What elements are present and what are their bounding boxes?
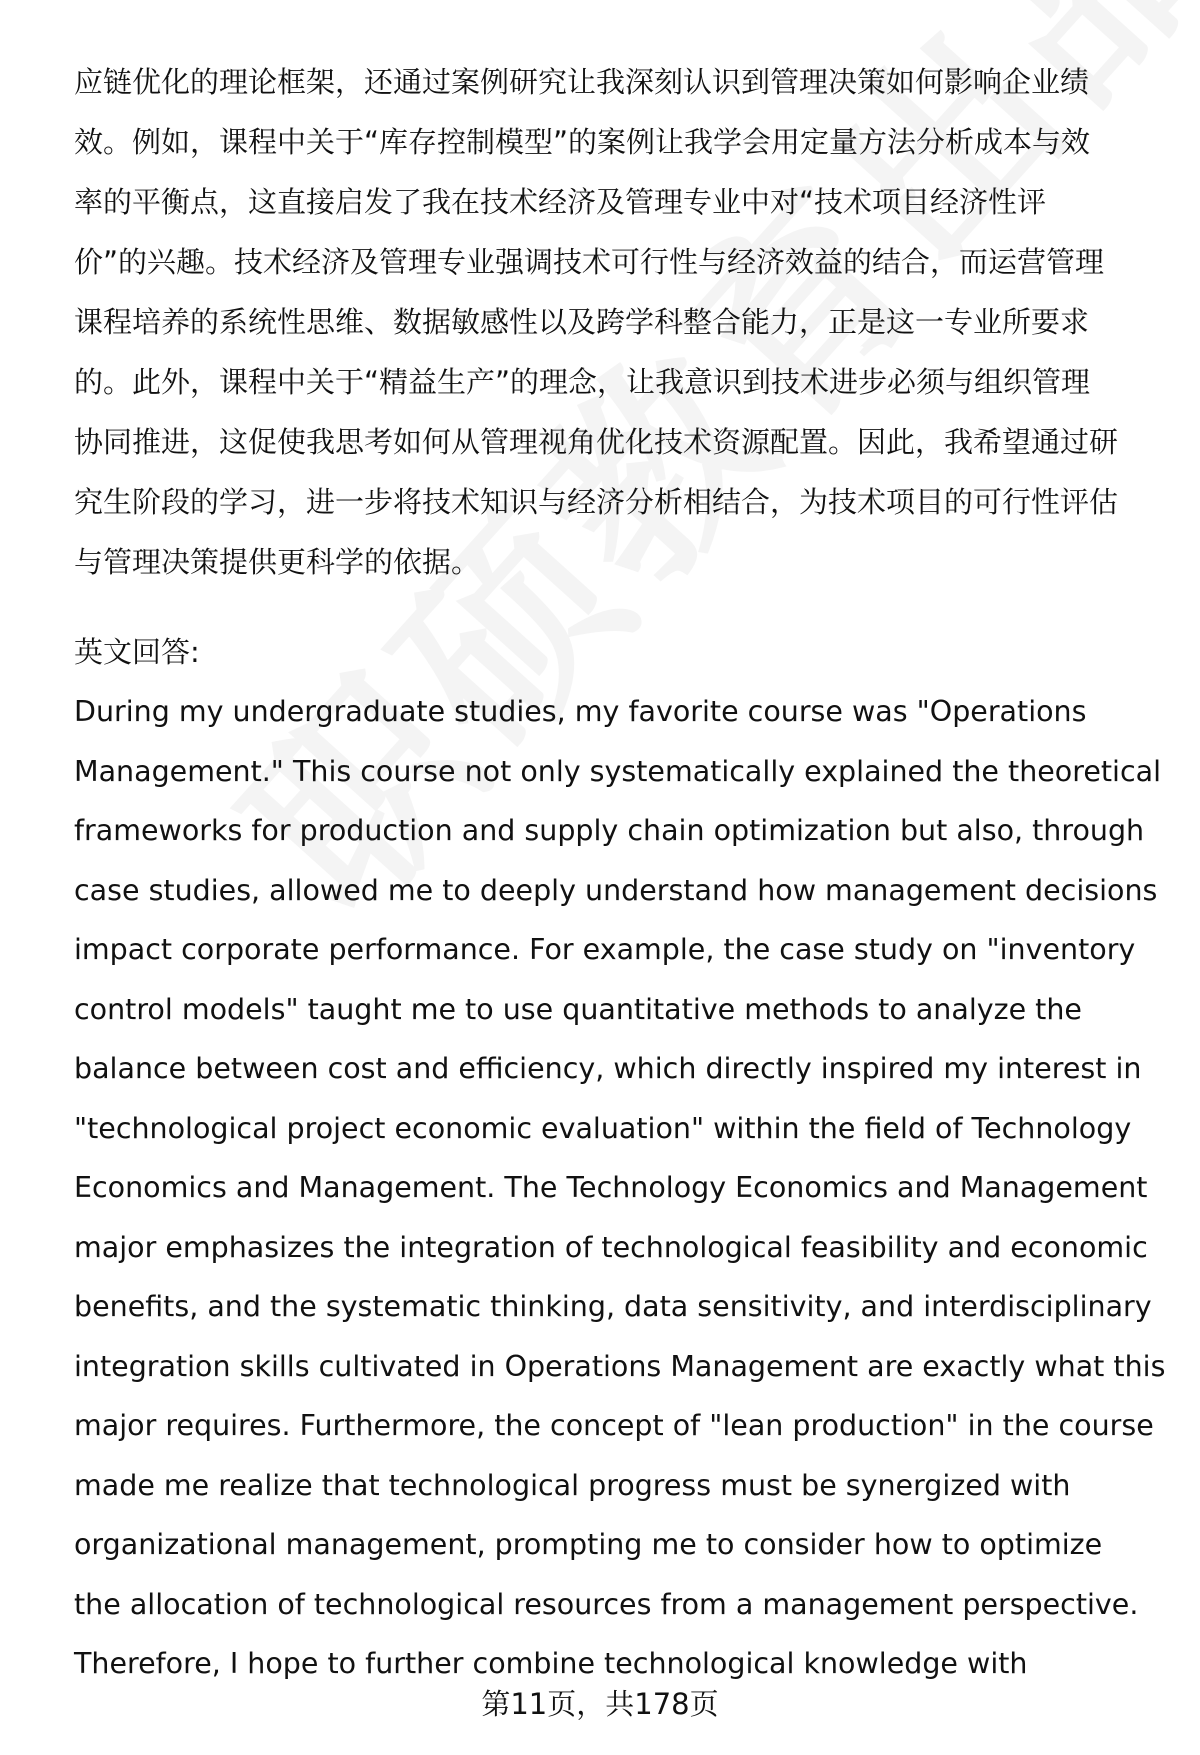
text-line: control models" taught me to use quantitative methods to analyze the <box>74 992 1082 1026</box>
text-line: the allocation of technological resources from a management perspective. <box>74 1587 1139 1621</box>
document-body <box>74 52 1166 1694</box>
text-line: Therefore, I hope to further combine technological knowledge with <box>74 1647 1028 1680</box>
text-line: Economics and Management. The Technology Economics and Management <box>74 1171 1148 1204</box>
chinese-answer-paragraph <box>74 52 1154 592</box>
text-line: integration skills cultivated in Operations Management are exactly what this <box>74 1349 1166 1383</box>
text-line: Management." This course not only systematically explained the theoretical <box>74 754 1162 788</box>
text-line: impact corporate performance. For example, the case study on "inventory <box>74 933 1136 966</box>
text-line: organizational management, prompting me to consider how to optimize <box>74 1528 1103 1561</box>
text-line: made me realize that technological progress must be synergized with <box>74 1468 1071 1502</box>
text-line: 应链优化的理论框架，还通过案例研究让我深刻认识到管理决策如何影响企业绩 <box>74 65 1090 99</box>
text-line: 协同推进，这促使我思考如何从管理视角优化技术资源配置。因此，我希望通过研 <box>74 425 1119 459</box>
text-line: "technological project economic evaluation" within the field of Technology <box>74 1111 1132 1145</box>
text-line: During my undergraduate studies, my favorite course was "Operations <box>74 695 1087 728</box>
text-line: 与管理决策提供更科学的依据。 <box>74 545 481 579</box>
text-line: major requires. Furthermore, the concept of "lean production" in the course <box>74 1409 1154 1442</box>
text-line: 究生阶段的学习，进一步将技术知识与经济分析相结合，为技术项目的可行性评估 <box>74 485 1119 519</box>
text-line: 的。此外，课程中关于“精益生产”的理念，让我意识到技术进步必须与组织管理 <box>74 365 1091 399</box>
text-line: 价”的兴趣。技术经济及管理专业强调技术可行性与经济效益的结合，而运营管理 <box>74 245 1105 279</box>
text-line: balance between cost and efficiency, which directly inspired my interest in <box>74 1052 1142 1085</box>
text-line: 率的平衡点，这直接启发了我在技术经济及管理专业中对“技术项目经济性评 <box>74 185 1047 219</box>
text-line: benefits, and the systematic thinking, data sensitivity, and interdisciplinary <box>74 1290 1152 1323</box>
text-line: 效。例如，课程中关于“库存控制模型”的案例让我学会用定量方法分析成本与效 <box>74 125 1091 159</box>
text-line: frameworks for production and supply chain optimization but also, through <box>74 814 1145 847</box>
english-answer-paragraph <box>74 682 1166 1694</box>
english-answer-heading: 英文回答: <box>74 635 200 669</box>
text-line: 课程培养的系统性思维、数据敏感性以及跨学科整合能力，正是这一专业所要求 <box>74 305 1090 339</box>
text-line: case studies, allowed me to deeply understand how management decisions <box>74 873 1158 907</box>
page-number: 第11页，共178页 <box>481 1687 719 1721</box>
text-line: major emphasizes the integration of technological feasibility and economic <box>74 1230 1148 1264</box>
